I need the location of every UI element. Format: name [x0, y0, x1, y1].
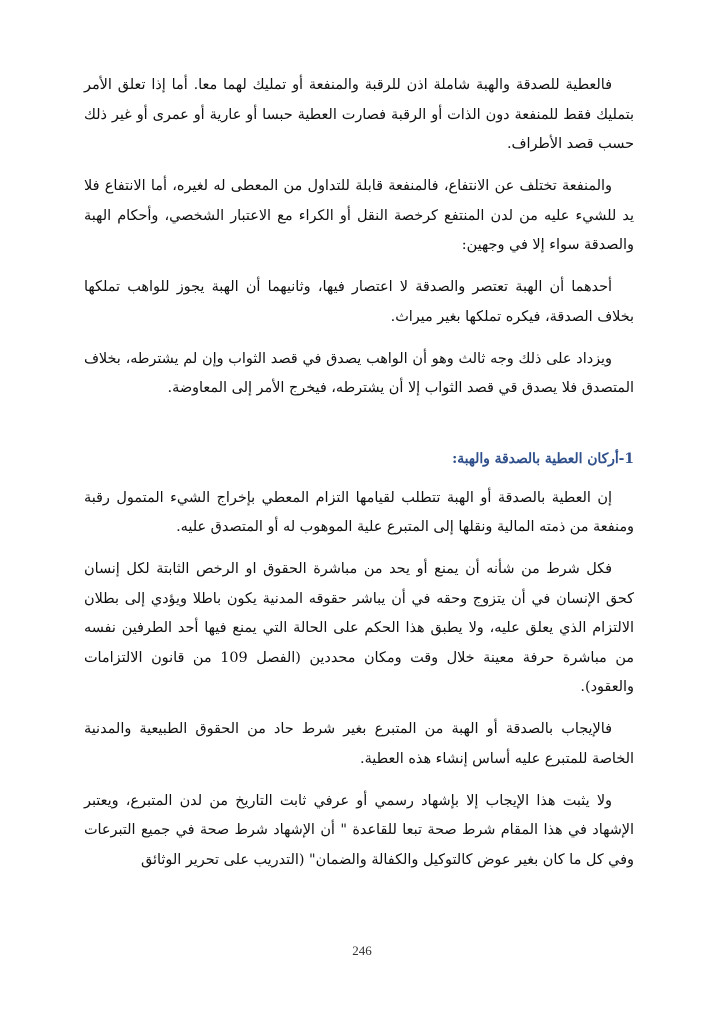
paragraph: فالإيجاب بالصدقة أو الهبة من المتبرع بغير شرط حاد من الحقوق الطبيعية والمدنية الخاصة للمتبرع عليه أساس إنشاء هذه العطية.: [84, 721, 634, 767]
section-heading: 1-أركان العطية بالصدقة والهبة:: [452, 450, 634, 467]
paragraph: فالعطية للصدقة والهبة شاملة اذن للرقبة والمنفعة أو تمليك لهما معا. أما إذا تعلق الأمر بتمليك فقط للمنفعة دون الذات أو الرقبة فصارت العطية حبسا أو عارية أو عمرى أو غير ذلك حسب قصد الأطراف.: [84, 77, 634, 152]
paragraph: والمنفعة تختلف عن الانتفاع، فالمنفعة قابلة للتداول من المعطى له لغيره، أما الانتفاع فلا يد للشيء عليه من لدن المنتفع كرخصة النقل أو الكراء مع الاعتبار الشخصي، وأحكام الهبة والصدقة سواء إلا في وجهين:: [84, 178, 634, 253]
page-number: 246: [352, 943, 372, 958]
paragraph: ويزداد على ذلك وجه ثالث وهو أن الواهب يصدق في قصد الثواب وإن لم يشترطه، بخلاف المتصدق فلا يصدق قي قصد الثواب إلا أن يشترطه، فيخرج الأمر إلى المعاوضة.: [84, 350, 634, 396]
paragraph: ولا يثبت هذا الإيجاب إلا بإشهاد رسمي أو عرفي ثابت التاريخ من لدن المتبرع، ويعتبر الإشهاد في هذا المقام شرط صحة تبعا للقاعدة " أن الإشهاد شرط صحة في جميع التبرعات وفي كل ما كان بغير عوض كالتوكيل والكفالة والضمان" (التدريب على تحرير الوثائق: [84, 792, 634, 868]
paragraph: فكل شرط من شأنه أن يمنع أو يحد من مباشرة الحقوق او الرخص الثابتة لكل إنسان كحق الإنسان في أن يتزوج وحقه في أن يباشر حقوقه المدنية يكون باطلا ويؤدي إلى بطلان الالتزام الذي يعلق عليه، ولا يطبق هذا الحكم على الحالة التي يمنع فيها أحد الطرفين نفسه من مباشرة حرفة معينة خلال وقت ومكان محددين (الفصل 109 من قانون الالتزامات والعقود).: [84, 561, 634, 695]
paragraph: أحدهما أن الهبة تعتصر والصدقة لا اعتصار فيها، وثانيهما أن الهبة يجوز للواهب تملكها بخلاف الصدقة، فيكره تملكها بغير ميراث.: [84, 279, 634, 325]
page-body-text: [84, 71, 634, 888]
paragraph: إن العطية بالصدقة أو الهبة تتطلب لقيامها التزام المعطي بإخراج الشيء المتمول رقبة ومنفعة من ذمته المالية ونقلها إلى المتبرع علية الموهوب له أو المتصدق عليه.: [84, 489, 634, 535]
